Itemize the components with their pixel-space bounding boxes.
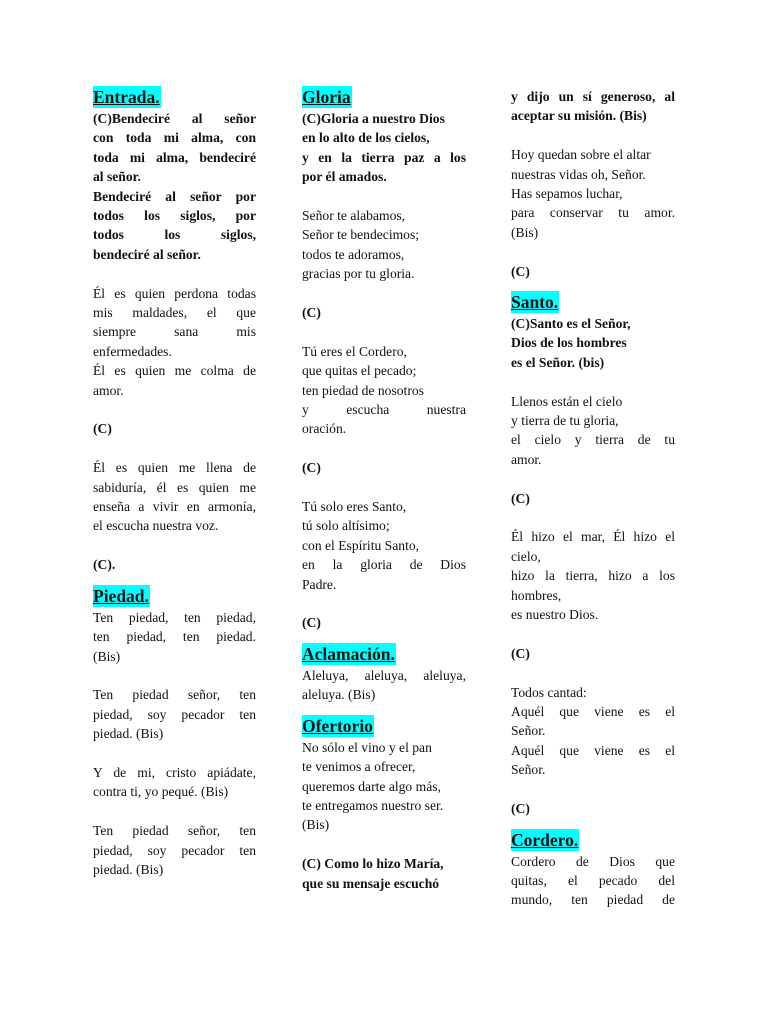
heading-piedad: Piedad.: [93, 585, 149, 606]
text-line: piedad. (Bis): [93, 861, 164, 877]
text-line: Bendeciré al señor por: [93, 188, 256, 204]
ofertorio-chorus-cont: [511, 87, 675, 126]
text-line: Él es quien me llena de: [93, 460, 256, 476]
text-line: Él es quien me colma de: [93, 363, 256, 379]
heading-entrada: Entrada.: [93, 87, 160, 107]
chorus-marker: (C): [302, 305, 321, 321]
text-line: hombres,: [511, 587, 562, 603]
chorus-marker: (C): [511, 801, 530, 817]
text-line: bendeciré al señor.: [93, 246, 201, 262]
text-line: ten piedad, ten piedad.: [93, 629, 256, 645]
text-line: y tierra de tu gloria,: [511, 413, 619, 429]
text-line: gracias por tu gloria.: [302, 266, 415, 282]
text-line: mis maldades, el que: [93, 305, 256, 321]
text-line: quitas, el pecado del: [511, 872, 675, 888]
text-line: queremos darte algo más,: [302, 778, 441, 794]
text-line: tú solo altísimo;: [302, 518, 390, 534]
text-line: Aquél que viene es el: [511, 704, 675, 720]
text-line: Ten piedad señor, ten: [93, 823, 256, 839]
gloria-verse-1: [302, 206, 466, 284]
santo-chorus: [511, 314, 675, 372]
text-line: Señor.: [511, 723, 546, 739]
entrada-verse-2: [93, 458, 256, 536]
text-line: es nuestro Dios.: [511, 607, 599, 623]
text-line: todos los siglos, por: [93, 208, 256, 224]
text-line: en lo alto de los cielos,: [302, 130, 430, 146]
piedad-verse-3: [93, 763, 256, 802]
text-line: Tú eres el Cordero,: [302, 343, 407, 359]
entrada-verse-1: [93, 284, 256, 400]
column-3: [511, 87, 675, 910]
text-line: toda mi alma, bendeciré: [93, 149, 256, 165]
text-line: el cielo y tierra de tu: [511, 432, 675, 448]
text-line: que su mensaje escuchó: [302, 875, 440, 891]
text-line: sabiduría, él es quien me: [93, 479, 256, 495]
text-line: es el Señor. (bis): [511, 354, 605, 370]
santo-verse-1: [511, 392, 675, 470]
text-line: No sólo el vino y el pan: [302, 739, 432, 755]
text-line: Ten piedad, ten piedad,: [93, 609, 256, 625]
text-line: Él hizo el mar, Él hizo el: [511, 529, 675, 545]
text-line: Aquél que viene es el: [511, 742, 675, 758]
text-line: oración.: [302, 421, 347, 437]
text-line: aleluya. (Bis): [302, 687, 376, 703]
text-line: con el Espíritu Santo,: [302, 537, 420, 553]
column-2: [302, 86, 466, 893]
text-line: Cordero de Dios que: [511, 853, 675, 869]
text-line: amor.: [511, 451, 542, 467]
chorus-marker: (C): [511, 490, 530, 506]
chorus-marker: (C): [93, 421, 112, 437]
text-line: todos los siglos,: [93, 227, 256, 243]
text-line: Señor.: [511, 762, 546, 778]
text-line: piedad, soy pecador ten: [93, 842, 256, 858]
text-line: cielo,: [511, 548, 541, 564]
text-line: Ten piedad señor, ten: [93, 687, 256, 703]
text-line: siempre sana mis: [93, 324, 256, 340]
heading-ofertorio: Ofertorio: [302, 715, 373, 736]
piedad-verse-1: [93, 608, 256, 666]
heading-aclamacion: Aclamación.: [302, 643, 395, 664]
chorus-marker: (C): [511, 645, 530, 661]
text-line: Y de mi, cristo apiádate,: [93, 764, 256, 780]
santo-verse-3: [511, 683, 675, 780]
text-line: por él amados.: [302, 169, 387, 185]
text-line: (C)Gloria a nuestro Dios: [302, 111, 445, 126]
piedad-verse-4: [93, 821, 256, 879]
text-line: el escucha nuestra voz.: [93, 518, 219, 534]
aclamacion-verse: [302, 666, 466, 705]
ofertorio-verse-2: [511, 145, 675, 242]
text-line: contra ti, yo pequé. (Bis): [93, 784, 229, 800]
chorus-marker: (C).: [93, 557, 116, 573]
text-line: Todos cantad:: [511, 684, 587, 700]
gloria-chorus: [302, 109, 466, 187]
text-line: y en la tierra paz a los: [302, 149, 466, 165]
text-line: ten piedad de nosotros: [302, 382, 424, 398]
santo-verse-2: [511, 527, 675, 624]
text-line: Hoy quedan sobre el altar: [511, 147, 651, 163]
text-line: (Bis): [93, 648, 121, 664]
text-line: Aleluya, aleluya, aleluya,: [302, 667, 466, 683]
text-line: Dios de los hombres: [511, 335, 627, 351]
text-line: piedad, soy pecador ten: [93, 706, 256, 722]
column-1: [93, 86, 256, 879]
text-line: (Bis): [511, 224, 539, 240]
gloria-verse-3: [302, 497, 466, 594]
text-line: enfermedades.: [93, 343, 172, 359]
text-line: Él es quien perdona todas: [93, 285, 256, 301]
gloria-verse-2: [302, 342, 466, 439]
text-line: mundo, ten piedad de: [511, 892, 675, 908]
text-line: Has sepamos luchar,: [511, 186, 623, 202]
piedad-verse-2: [93, 685, 256, 743]
text-line: amor.: [93, 382, 124, 398]
text-line: te venimos a ofrecer,: [302, 759, 416, 775]
chorus-marker: (C): [302, 615, 321, 631]
text-line: (C)Bendeciré al señor: [93, 111, 256, 126]
text-line: nuestras vidas oh, Señor.: [511, 166, 646, 182]
text-line: en la gloria de Dios: [302, 557, 466, 573]
heading-gloria: Gloria: [302, 87, 351, 107]
text-line: y escucha nuestra: [302, 402, 466, 418]
text-line: Tú solo eres Santo,: [302, 499, 407, 515]
chorus-marker: (C): [302, 460, 321, 476]
text-line: con toda mi alma, con: [93, 130, 256, 146]
cordero-verse: [511, 852, 675, 910]
text-line: todos te adoramos,: [302, 246, 405, 262]
text-line: (C)Santo es el Señor,: [511, 316, 631, 332]
text-line: aceptar su misión. (Bis): [511, 108, 647, 124]
entrada-chorus: [93, 109, 256, 264]
ofertorio-verse-1: [302, 738, 466, 835]
text-line: y dijo un sí generoso, al: [511, 89, 675, 104]
text-line: para conservar tu amor.: [511, 205, 675, 221]
text-line: piedad. (Bis): [93, 726, 164, 742]
text-line: hizo la tierra, hizo a los: [511, 568, 675, 584]
text-line: enseña a vivir en armonía,: [93, 499, 256, 515]
text-line: Llenos están el cielo: [511, 393, 623, 409]
heading-cordero: Cordero.: [511, 829, 579, 850]
chorus-marker: (C): [511, 263, 530, 279]
text-line: que quitas el pecado;: [302, 363, 417, 379]
heading-santo: Santo.: [511, 292, 559, 313]
text-line: te entregamos nuestro ser.: [302, 797, 444, 813]
text-line: (Bis): [302, 817, 330, 833]
text-line: Señor te bendecimos;: [302, 227, 420, 243]
text-line: al señor.: [93, 169, 141, 185]
ofertorio-chorus: [302, 854, 466, 893]
text-line: Padre.: [302, 576, 337, 592]
text-line: Señor te alabamos,: [302, 208, 406, 224]
text-line: (C) Como lo hizo María,: [302, 856, 444, 872]
